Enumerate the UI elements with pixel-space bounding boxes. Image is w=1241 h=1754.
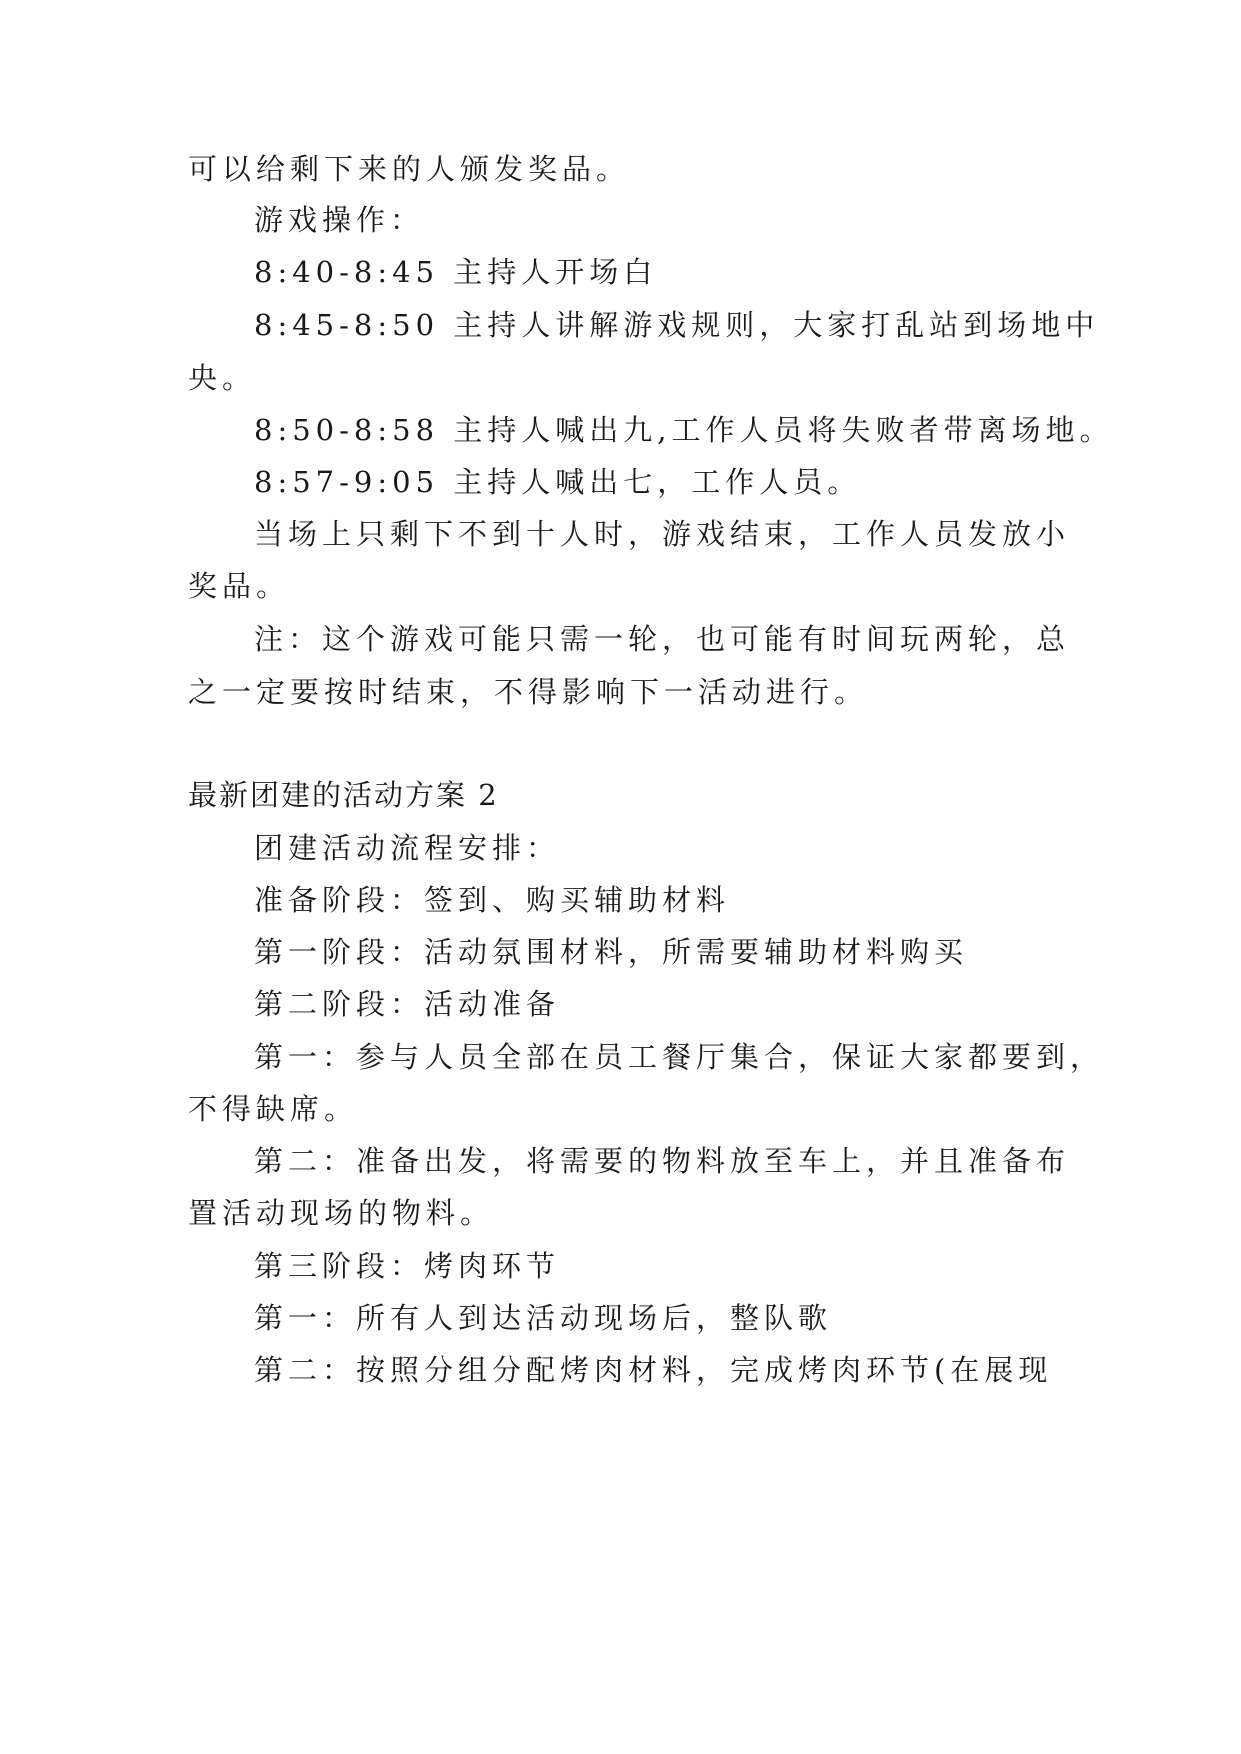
schedule-item: 8:45-8:50 主持人讲解游戏规则，大家打乱站到场地中: [254, 308, 1100, 342]
stage-three-item: 第一：所有人到达活动现场后，整队歌: [254, 1301, 833, 1335]
section-title: 最新团建的活动方案 2: [188, 778, 499, 812]
schedule-item: 8:57-9:05 主持人喊出七，工作人员。: [254, 465, 862, 499]
flow-label: 团建活动流程安排：: [254, 831, 561, 865]
note-line: 之一定要按时结束，不得影响下一活动进行。: [188, 675, 869, 709]
stage-two-item: 第二：准备出发，将需要的物料放至车上，并且准备布: [254, 1144, 1071, 1178]
end-rule-line: 奖品。: [188, 569, 291, 603]
note-line: 注：这个游戏可能只需一轮，也可能有时间玩两轮，总: [254, 622, 1071, 656]
stage-two: 第二阶段：活动准备: [254, 987, 561, 1021]
schedule-item: 8:50-8:58 主持人喊出九,工作人员将失败者带离场地。: [254, 413, 1114, 447]
stage-three-item: 第二：按照分组分配烤肉材料，完成烤肉环节(在展现: [254, 1353, 1053, 1387]
game-ops-label: 游戏操作：: [254, 203, 425, 237]
end-rule-line: 当场上只剩下不到十人时，游戏结束，工作人员发放小: [254, 517, 1071, 551]
paragraph-continuation: 可以给剩下来的人颁发奖品。: [188, 152, 631, 186]
prep-stage: 准备阶段：签到、购买辅助材料: [254, 883, 731, 917]
stage-three: 第三阶段：烤肉环节: [254, 1249, 561, 1283]
stage-two-item-wrap: 不得缺席。: [188, 1092, 359, 1126]
stage-two-item-wrap: 置活动现场的物料。: [188, 1196, 495, 1230]
stage-one: 第一阶段：活动氛围材料，所需要辅助材料购买: [254, 935, 969, 969]
schedule-item-wrap: 央。: [188, 361, 257, 395]
schedule-item: 8:40-8:45 主持人开场白: [254, 255, 658, 289]
stage-two-item: 第一：参与人员全部在员工餐厅集合，保证大家都要到，: [254, 1040, 1105, 1074]
